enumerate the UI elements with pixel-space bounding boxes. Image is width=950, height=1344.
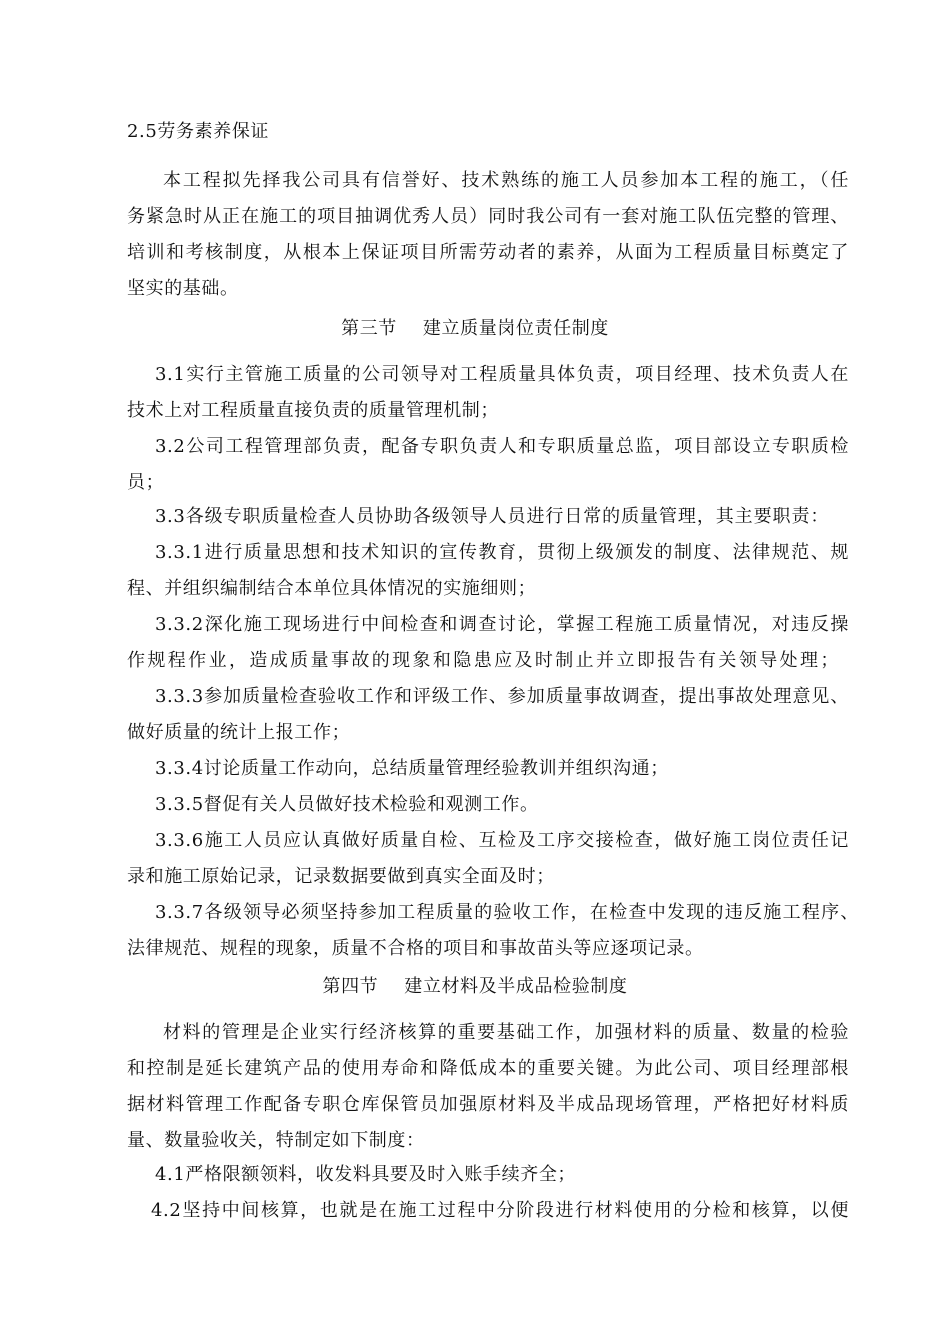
section-3-line: 作规程作业，造成质量事故的现象和隐患应及时制止并立即报告有关领导处理； [127, 650, 839, 671]
section-3-line: 法律规范、规程的现象，质量不合格的项目和事故苗头等应逐项记录。 [127, 938, 704, 959]
section-3-heading-title: 建立质量岗位责任制度 [422, 318, 609, 339]
section-2-5-title: 2.5劳务素养保证 [127, 121, 270, 142]
section-3-line: 程、并组织编制结合本单位具体情况的实施细则； [127, 578, 537, 599]
section-3-line: 技术上对工程质量直接负责的质量管理机制； [127, 400, 499, 421]
section-3-line: 3.3.5督促有关人员做好技术检验和观测工作。 [155, 794, 539, 815]
section-3-line: 3.3.2深化施工现场进行中间检查和调查讨论，掌握工程施工质量情况，对违反操 [155, 614, 849, 635]
section-3-line: 3.1实行主管施工质量的公司领导对工程质量具体负责，项目经理、技术负责人在 [155, 364, 849, 385]
section-3-line: 3.3.4讨论质量工作动向，总结质量管理经验教训并组织沟通； [155, 758, 669, 779]
section-2-5-para-line: 本工程拟先择我公司具有信誉好、技术熟练的施工人员参加本工程的施工，（任 [163, 170, 849, 191]
section-3-line: 员； [127, 472, 165, 493]
section-4-line: 4.1严格限额领料，收发料具要及时入账手续齐全； [155, 1164, 577, 1185]
section-3-heading [0, 317, 950, 341]
section-3-line: 做好质量的统计上报工作； [127, 722, 351, 743]
section-3-line: 3.3.7各级领导必须坚持参加工程质量的验收工作，在检查中发现的违反施工程序、 [155, 902, 859, 923]
section-3-line: 录和施工原始记录，记录数据要做到真实全面及时； [127, 866, 555, 887]
section-3-line: 3.2公司工程管理部负责，配备专职负责人和专职质量总监，项目部设立专职质检 [155, 436, 849, 457]
section-4-heading [0, 975, 950, 999]
section-4-line: 量、数量验收关，特制定如下制度： [127, 1130, 425, 1151]
section-4-line: 和控制是延长建筑产品的使用寿命和降低成本的重要关键。为此公司、项目经理部根 [127, 1058, 849, 1079]
section-4-line: 据材料管理工作配备专职仓库保管员加强原材料及半成品现场管理，严格把好材料质 [127, 1094, 849, 1115]
section-3-line: 3.3各级专职质量检查人员协助各级领导人员进行日常的质量管理，其主要职责： [155, 506, 829, 527]
section-2-5-para-line: 坚实的基础。 [127, 278, 239, 299]
section-3-line: 3.3.1进行质量思想和技术知识的宣传教育，贯彻上级颁发的制度、法律规范、规 [155, 542, 849, 563]
section-2-5-para-line: 务紧急时从正在施工的项目抽调优秀人员）同时我公司有一套对施工队伍完整的管理、 [127, 206, 849, 227]
section-3-heading-number: 第三节 [341, 318, 397, 339]
section-3-line: 3.3.3参加质量检查验收工作和评级工作、参加质量事故调查，提出事故处理意见、 [155, 686, 849, 707]
section-2-5-para-line: 培训和考核制度，从根本上保证项目所需劳动者的素养，从面为工程质量目标奠定了 [127, 242, 849, 263]
section-3-line: 3.3.6施工人员应认真做好质量自检、互检及工序交接检查，做好施工岗位责任记 [155, 830, 849, 851]
section-4-line: 材料的管理是企业实行经济核算的重要基础工作，加强材料的质量、数量的检验 [163, 1022, 849, 1043]
section-4-heading-title: 建立材料及半成品检验制度 [404, 976, 628, 997]
section-4-heading-number: 第四节 [322, 976, 379, 997]
section-4-line: 4.2坚持中间核算，也就是在施工过程中分阶段进行材料使用的分检和核算，以便 [151, 1200, 849, 1221]
